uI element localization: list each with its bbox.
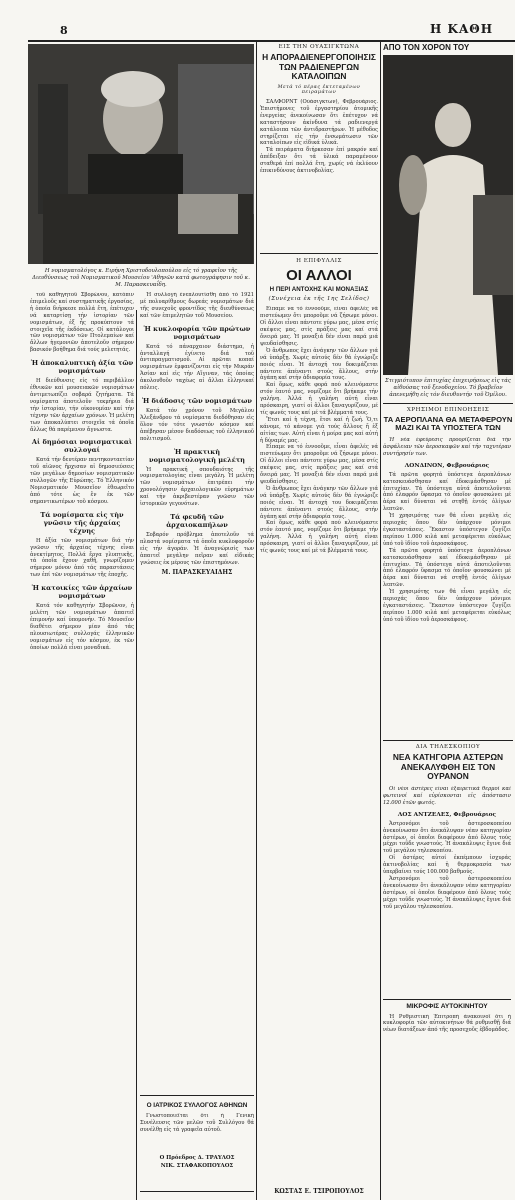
paragraph: Καί ὅμως, κάθε φορά πού κλεινόμαστε στόν ἑαυτό μας, νομίζομε ὅτι βρήκαμε τήν γαλήνη. Ἀλλά ἡ γαλήνη αὐτή εἶναι πρόσκαιρη, γιατί οἱ ἄλλοι ξαναγυρίζουν, μέ τίς φωνές τους καί μέ τά βλέμματά τους.: [260, 520, 378, 555]
dateline: ΛΟΝΔΙΝΟΝ, Φεβρουάριος: [404, 462, 490, 469]
paragraph: Ἡ πρακτική σπουδαιότης τῆς νομισματολογίας εἶναι μεγάλη. Ἡ μελέτη τῶν νομισμάτων ἐπιτρέπει τήν χρονολόγησιν ἀρχαιολογικῶν εὑρημάτων καί τήν ἀκριβεστέραν γνῶσιν τῶν ἱστορικῶν γεγονότων.: [140, 466, 254, 508]
paragraph: Ἀστρονόμοι τοῦ ἀστεροσκοπείου ἀνεκοίνωσαν ὅτι ἀνεκάλυψαν νέαν κατηγορίαν ἀστέρων, οἱ ὁποῖοι διαφέρουν ἀπό ὅλους τούς μέχρι τοῦδε γνωστούς. Ἡ ἀνακάλυψις ἔγινε διά τοῦ μεγάλου τηλεσκοπίου.: [383, 820, 511, 855]
notice-signature-1: Ο Πρόεδρος Δ. ΤΡΑΥΛΟΣ: [159, 1155, 235, 1162]
paragraph: Τά πειράματα διήρκεσαν ἐπί μακρόν καί ἀπέδειξαν ὅτι τά ὑλικά παραμένουν σταθερά ἐπί πολλά ἔτη, χωρίς νά ἐκλύουν ἐπικινδύνους ἀκτινοβολίας.: [260, 147, 378, 175]
photo-caption: Στιγμιότυπον ἐπιτυχίας ἐπιχειρήσεως εἰς τάς αἰθούσας τοῦ ξενοδοχείου. Τό βραβεῖον ἀπενεμήθη εἰς τόν διευθυντήν τοῦ Ὀμίλου.: [385, 378, 511, 398]
portrait-image: [28, 44, 254, 264]
column-1: [30, 292, 134, 1197]
column-3: [260, 42, 378, 1197]
column-rule: [136, 310, 137, 1200]
column-rule: [380, 42, 381, 1200]
notice-title: Ο ΙΑΤΡΙΚΟΣ ΣΥΛΛΟΓΟΣ ΑΘΗΝΩΝ: [146, 1102, 248, 1109]
paragraph: Ἡ χρησιμότης των θά εἶναι μεγάλη εἰς περιοχάς ὅπου δέν ὑπάρχουν μόνιμοι ἐγκαταστάσεις. Ἕκαστον ὑπόστεγον ζυγίζει περίπου 1.000 κιλά καί μεταφέρεται εὐκόλως ὑπό τοῦ ἰδίου τοῦ ἀεροσκάφους.: [383, 589, 511, 623]
paragraph: Εἶπαμε να τό ἐννοοῦμε, εἶναι ἀφελές νά πιστεύωμεν ὅτι μποροῦμε νά ζήσωμε μόνοι. Οἱ ἄλλοι εἶναι πάντοτε γύρω μας, μέσα στίς σκέψεις μας, στίς πράξεις μας καί στά ὄνειρά μας. Ἡ μοναξιά δέν εἶναι παρά μιά ψευδαίσθησις.: [260, 444, 378, 485]
paragraph: Η διεύθυνσις είς τό περιβάλλον ἐθνικῶν καί μουσειακῶν νομισμάτων ἀντιμετωπίζει σοβαρά ζητήματα. Τά νομίσματα ἀποτελοῦν τεκμήρια διά τήν ἱστορίαν, τήν οἰκονομίαν καί τήν τέχνην τῶν ἀρχαίων χρόνων. Ἡ μελέτη των ἀποκαλύπτει στοιχεῖα τά ὁποῖα ἄλλως θά παρέμενον ἄγνωστα.: [30, 378, 134, 433]
column-rule: [256, 42, 257, 1200]
paragraph: Ὁ ἄνθρωπος ἔχει ἀνάγκην τῶν ἄλλων γιά νά ὑπάρξῃ. Χωρίς αὐτούς δέν θά ἐγνώριζε ποιός εἶναι. Ἡ ἀντοχή του δοκιμάζεται πάντοτε ἀπέναντι στούς ἄλλους, στήν ἀγάπη καί στήν ἀδιαφορία τους.: [260, 485, 378, 520]
portrait-photo: [28, 44, 254, 264]
paragraph: Ὁ ἄνθρωπος ἔχει ἀνάγκην τῶν ἄλλων γιά νά ὑπάρξῃ. Χωρίς αὐτούς δέν θά ἐγνώριζε ποιός εἶναι. Ἡ ἀντοχή του δοκιμάζεται πάντοτε ἀπέναντι στούς ἄλλους, στήν ἀγάπη καί στήν ἀδιαφορία τους.: [260, 347, 378, 382]
paragraph: Κατά τήν δευτέραν πεντηκονταετίαν τοῦ αἰῶνος ἤρχισαν αἱ δημοσιεύσεις τῶν μεγάλων δημοσίων νομισματικῶν συλλογῶν τῆς Εὐρώπης. Τό Ἑλληνικόν Νομισματικόν Μουσεῖον ἐθεωρεῖτο ἀπό τότε ὡς ἕν ἐκ τῶν σημαντικωτέρων τοῦ κόσμου.: [30, 457, 134, 505]
subheading: Αἱ δημόσιαι νομισματικαὶ συλλογαί: [31, 438, 133, 455]
page-header: [0, 22, 515, 42]
subheading: Τά φευδῆ τῶν ἀρχαιοκαπήλων: [166, 512, 228, 529]
notice-signature-2: ΝΙΚ. ΣΤΑΦΑΚΟΠΟΥΛΟΣ: [160, 1163, 234, 1170]
page-number: 8: [60, 24, 68, 37]
article-body: [383, 437, 511, 737]
masthead: Η ΚΑΘΗ: [430, 22, 494, 36]
dateline: ΛΟΣ ΑΝΤΖΕΛΕΣ, Φεβρουάριος: [397, 811, 497, 818]
subheading: Ἡ ἀποκαλυπτικὴ ἀξία τῶν νομισμάτων: [30, 359, 134, 376]
kicker: ΧΡΗΣΙΜΟΙ ΕΠΙΝΟΗΣΕΙΣ: [406, 406, 490, 413]
headline: ΟΙ ΑΛΛΟΙ: [286, 266, 352, 284]
paragraph: Οἱ ἀστέρες αὐτοί ἐκπέμπουν ἰσχυράς ἀκτινοβολίας καί ἡ θερμοκρασία των ὑπερβαίνει τούς 100.000 βαθμούς.: [383, 855, 511, 876]
paragraph: Ἀστρονόμοι τοῦ ἀστεροσκοπείου ἀνεκοίνωσαν ὅτι ἀνεκάλυψαν νέαν κατηγορίαν ἀστέρων, οἱ ὁποῖοι διαφέρουν ἀπό ὅλους τούς μέχρι τοῦδε γνωστούς. Ἡ ἀνακάλυψις ἔγινε διά τοῦ μεγάλου τηλεσκοπίου.: [383, 875, 511, 910]
kicker: ΕΙΣ ΤΗΝ ΟΥΑΣΙΓΚΤΩΝΑ: [278, 44, 360, 50]
article-body: [260, 306, 378, 1096]
paragraph: Οἱ νέοι ἀστέρες εἶναι ἐξαιρετικά θερμοί καί φωτεινοί καί εὑρίσκονται εἰς ἀπόστασιν 12.000 ἐτῶν φωτός.: [383, 785, 511, 806]
deck: Μετά τό πέρας ἐκτεταμένων πειραμάτων: [277, 84, 361, 95]
paragraph: ΣΑΛΦΟΡΝΤ (Οὐάσιγκτων), Φεβρουάριος. Ἐπιστήμονες τοῦ ἐργαστηρίου ἀτομικῆς ἐνεργείας ἀνεκοίνωσαν ὅτι ἐπέτυχον νά καταστήσουν ἀκίνδυνα τά ραδιενεργά κατάλοιπα τῶν ἀντιδραστήρων. Ἡ μέθοδος στηρίζεται εἰς τήν ἐνσωμάτωσιν τῶν καταλοίπων εἰς εἰδικά ὑλικά.: [260, 98, 378, 147]
paragraph: Ἡ νέα ἐφεύρεσις προορίζεται διά τήν ἀσφάλειαν τῶν ἀεροσκαφῶν καί τήν ταχυτέραν συντήρησίν των.: [383, 437, 511, 457]
paragraph: Εἶπαμε να τό ἐννοοῦμε, εἶναι ἀφελές νά πιστεύωμεν ὅτι μποροῦμε νά ζήσωμε μόνοι. Οἱ ἄλλοι εἶναι πάντοτε γύρω μας, μέσα στίς σκέψεις μας, στίς πράξεις μας καί στά ὄνειρά μας. Ἡ μοναξιά δέν εἶναι παρά μιά ψευδαίσθησις.: [260, 306, 378, 347]
subheading: Ἡ κυκλοφορία τῶν πρώτων νομισμάτων: [143, 324, 251, 341]
paragraph: Η ἀξία τῶν νομισμάτων διά τήν γνῶσιν τῆς ἀρχαίας τέχνης εἶναι ἀνεκτίμητος. Πολλά ἔργα γλυπτικῆς, τά ὁποῖα ἔχουν χαθῆ, γνωρίζομεν σήμερον μόνον ἀπό τάς παραστάσεις των ἐπί τῶν νομισμάτων τῆς ἐποχῆς.: [30, 537, 134, 579]
paragraph: Ἡ συλλογή ἐνεπλουτίσθη ἀπό τό 1921 μέ πολυαρίθμους δωρεάς νομισμάτων διά τῆς συνεχοῦς φροντίδος τῆς διευθύνσεως καί τῶν ἐπιμελητῶν τοῦ Μουσείου.: [140, 292, 254, 319]
signature: ΚΩΣΤΑΣ Ε. ΤΣΙΡΟΠΟΥΛΟΣ: [274, 1188, 364, 1195]
section-rule: [383, 740, 513, 741]
paragraph: Ἔτσι καί ἡ τέχνη, ἔτσι καί ἡ ζωή. Ὅ,τι κάνομε, τό κάνομε γιά τούς ἄλλους ἤ ἐξ αἰτίας των. Αὐτή εἶναι ἡ μοίρα μας καί αὐτή ἡ δύναμίς μας.: [260, 416, 378, 444]
notice-box: [140, 1095, 254, 1192]
paragraph: Τά πρῶτα φορητά ὑπόστεγα ἀεροπλάνων κατεσκευάσθησαν καί ἐδοκιμάσθησαν μέ ἐπιτυχίαν. Τά ὑπόστεγα αὐτά ἀποτελοῦνται ἀπό ἐλαφρόν ὕφασμα τό ὁποῖον φουσκώνει μέ ἀέρα καί δύναται νά στηθῇ ἐντός ὀλίγων λεπτῶν.: [383, 547, 511, 589]
headline: ΤΑ ΑΕΡΟΠΛΑΝΑ ΘΑ ΜΕΤΑΦΕΡΟΥΝ ΜΑΖΙ ΚΑΙ ΤΑ ΥΠΟΣΤΕΓΑ ΤΩΝ: [383, 414, 513, 433]
signature: Μ. ΠΑΡΑΣΚΕΥΑΙΔΗΣ: [161, 569, 233, 577]
box-title: ΜΙΚΡΟΦΙΣ ΑΥΤΟΚΙΝΗΤΟΥ: [406, 1002, 488, 1010]
paragraph: Ἡ χρησιμότης των θά εἶναι μεγάλη εἰς περιοχάς ὅπου δέν ὑπάρχουν μόνιμοι ἐγκαταστάσεις. Ἕκαστον ὑπόστεγον ζυγίζει περίπου 1.000 κιλά καί μεταφέρεται εὐκόλως ὑπό τοῦ ἰδίου τοῦ ἀεροσκάφους.: [383, 513, 511, 547]
portrait-caption: Η νομισματολόγος κ. Ειρήνη Χριστοδουλοπούλου είς τό γραφεῖον τῆς Διευθύνσεως τοῦ Νομισματικοῦ Μουσείου 'Αθηνῶν κατά φωτογράφησιν τοῦ κ. Μ. Παρασκευαΐδη.: [32, 268, 250, 288]
classified-box: [383, 999, 511, 1074]
dance-photo: [383, 55, 513, 375]
dance-image: [383, 55, 513, 375]
column-2: [140, 292, 254, 992]
kicker: Η ΕΠΙΦΥΛΛΙΣ: [296, 257, 342, 264]
subheading: Ἡ διάδοσις τῶν νομισμάτων: [142, 396, 252, 405]
subheading: Τά νομίσματα εἰς τὴν γνῶσιν τῆς ἀρχαίας τέχνης: [40, 510, 124, 535]
subheading: Ἡ πρακτικὴ νομισματολογικὴ μελέτη: [149, 447, 245, 464]
box-text: [383, 1014, 511, 1074]
headline: Η ΑΠΟΡΑΔΙΕΝΕΡΓΟΠΟΙΗΣΙΣ ΤΩΝ ΡΑΔΙΕΝΕΡΓΩΝ ΚΑΤΑΛΟΙΠΩΝ: [262, 52, 376, 82]
article-body: [383, 786, 511, 996]
paragraph: Τά πρῶτα φορητά ὑπόστεγα ἀεροπλάνων κατεσκευάσθησαν καί ἐδοκιμάσθησαν μέ ἐπιτυχίαν. Τά ὑπόστεγα αὐτά ἀποτελοῦνται ἀπό ἐλαφρόν ὕφασμα τό ὁποῖον φουσκώνει μέ ἀέρα καί δύναται νά στηθῇ ἐντός ὀλίγων λεπτῶν.: [383, 471, 511, 513]
paragraph: Γνωστοποιεῖται ὅτι ἡ Γενική Συνέλευσις τῶν μελῶν τοῦ Συλλόγου θά συνέλθῃ εἰς τά γραφεῖα αὐτοῦ.: [140, 1113, 254, 1134]
headline: ΝΕΑ ΚΑΤΗΓΟΡΙΑ ΑΣΤΕΡΩΝ ΑΝΕΚΑΛΥΦΘΗ ΕΙΣ ΤΟΝ ΟΥΡΑΝΟΝ: [392, 752, 504, 782]
paragraph: τοῦ καθηγητοῦ Σβορώνου, κατόπιν ἐπιμελοῦς καί συστηματικῆς ἐργασίας, ἡ ὁποία διήρκεσε πολλά ἔτη, ἐπέτυχεν νά καταρτίσῃ τήν ἱστορίαν τῶν νομισμάτων, ἐξ ἧς προκύπτουν τά στοιχεῖα τῆς ἐκδόσεως. Οἱ κατάλογοι τῶν νομισμάτων τῶν Πτολεμαίων καί ἄλλων ἡγεμονιῶν ἀποτελοῦν σήμερον βασικόν βοήθημα διά τούς μελετητάς.: [30, 292, 134, 354]
paragraph: Κατά τόν χρόνον τοῦ Μεγάλου Ἀλεξάνδρου τά νομίσματα διεδόθησαν εἰς ὅλον τόν τότε γνωστόν κόσμον καί ἀπέβησαν μέσον διαδόσεως τοῦ ἑλληνικοῦ πολιτισμοῦ.: [140, 407, 254, 442]
paragraph: Ἡ Ρυθμιστική Ἐπιτροπή ἀνακοινοῖ ὅτι ἡ κυκλοφορία τῶν αὐτοκινήτων θά ρυθμισθῇ διά νέων διατάξεων ἀπό τῆς προσεχοῦς ἑβδομάδος.: [383, 1013, 511, 1034]
paragraph: Καί ὅμως, κάθε φορά πού κλεινόμαστε στόν ἑαυτό μας, νομίζομε ὅτι βρήκαμε τήν γαλήνη. Ἀλλά ἡ γαλήνη αὐτή εἶναι πρόσκαιρη, γιατί οἱ ἄλλοι ξαναγυρίζουν, μέ τίς φωνές τους καί μέ τά βλέμματά τους.: [260, 382, 378, 416]
notice-text: [140, 1113, 254, 1153]
column-4: [383, 42, 513, 1197]
paragraph: Σοβαρόν πρόβλημα ἀποτελοῦν τά πλαστά νομίσματα τά ὁποῖα κυκλοφοροῦν εἰς τήν ἀγοράν. Ἡ ἀναγνώρισίς των ἀπαιτεῖ μεγάλην πεῖραν καί εἰδικάς γνώσεις ἐκ μέρους τῶν ἐπιστημόνων.: [140, 531, 254, 566]
article-body: [260, 99, 378, 249]
paragraph: Κατά τόν καθηγητήν Σβορῶνον, ἡ μελέτη τῶν νομισμάτων ἀπαιτεῖ ἐπιμονήν καί ὑπομονήν. Τό Μουσεῖον διαθέτει σήμερον μίαν ἀπό τάς πλουσιωτέρας συλλογάς ἑλληνικῶν νομισμάτων εἰς τόν κόσμον, ἐκ τῶν ὁποίων πολλά εἶναι μοναδικά.: [30, 603, 134, 651]
deck: Η ΠΕΡΙ ΑΝΤΟΧΗΣ ΚΑΙ ΜΟΝΑΞΙΑΣ: [269, 286, 369, 294]
headline: ΑΠΟ ΤΟΝ ΧΟΡΟΝ ΤΟΥ: [383, 43, 470, 52]
continuation-note: (Συνέχεια ἐκ τῆς 1ης Σελίδος): [268, 296, 370, 303]
subheading: Ἡ κατοικίες τῶν ἀρχαίων νομισμάτων: [31, 584, 133, 601]
paragraph: Κατά τό πάναρχαιον διάστημα, ἡ ἀνταλλαγή ἐγίνετο διά τοῦ ἀντιπραγματισμοῦ. Αἱ πρῶται κοπαί νομισμάτων ἐμφανίζονται εἰς τήν Μικράν Ἀσίαν καί εἰς τήν Αἴγιναν, τάς ὁποίας ἀκολουθοῦν ταχέως αἱ ἄλλαι ἑλληνικαί πόλεις.: [140, 343, 254, 392]
section-rule: [260, 253, 378, 254]
section-rule: [383, 403, 513, 404]
kicker: ΔΙΑ ΤΗΛΕΣΚΟΠΙΟΥ: [415, 744, 481, 751]
